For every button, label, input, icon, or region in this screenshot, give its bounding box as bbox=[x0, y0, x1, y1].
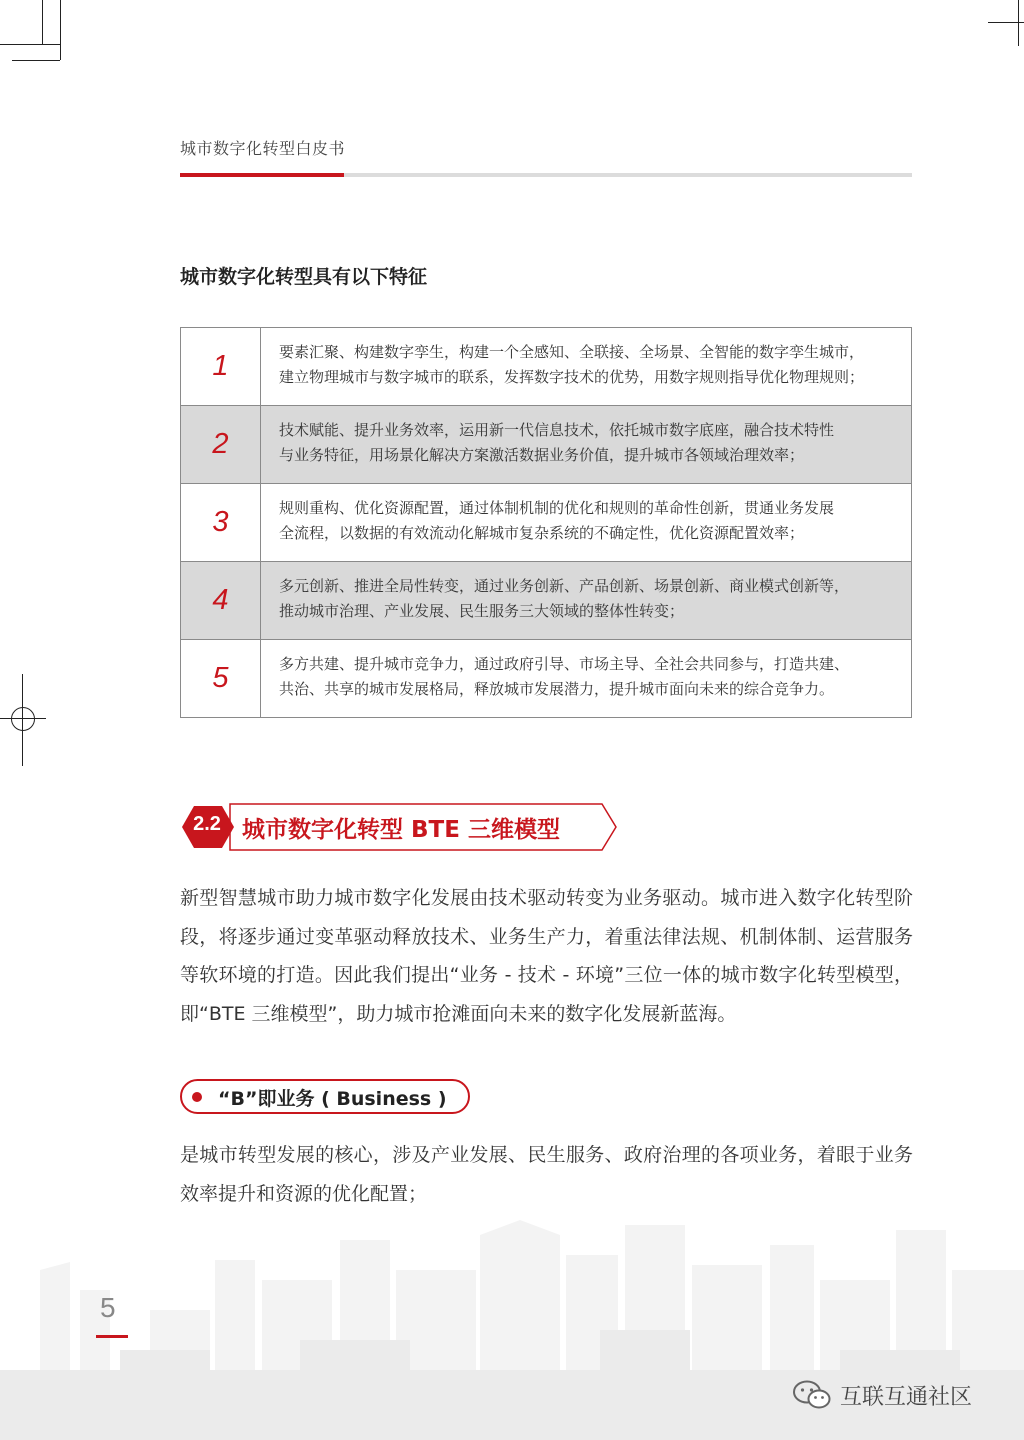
section-header bbox=[180, 803, 620, 851]
business-paragraph: 是城市转型发展的核心，涉及产业发展、民生服务、政府治理的各项业务，着眼于业务效率提升和资源的优化配置； bbox=[180, 1144, 913, 1205]
feature-row bbox=[181, 328, 911, 405]
crop-mark bbox=[12, 60, 60, 61]
section-number: 2.2 bbox=[193, 813, 221, 835]
watermark bbox=[792, 1378, 972, 1412]
section-paragraph: 新型智慧城市助力城市数字化发展由技术驱动转变为业务驱动。城市进入数字化转型阶段，将逐步通过变革驱动释放技术、业务生产力，着重法律法规、机制体制、运营服务等软环境的打造。因此我们提出“业务 - 技术 - 环境”三位一体的城市数字化转型模型，即“BTE 三维模型”，助力城市抢滩面向未来的数字化发展新蓝海。 bbox=[180, 887, 913, 1025]
feature-text: 多方共建、提升城市竞争力，通过政府引导、市场主导、全社会共同参与，打造共建、 共治、共享的城市发展格局，释放城市发展潜力，提升城市面向未来的综合竞争力。 bbox=[279, 655, 850, 698]
features-heading: 城市数字化转型具有以下特征 bbox=[180, 266, 428, 288]
watermark-text: 互联互通社区 bbox=[840, 1384, 973, 1410]
features-table bbox=[180, 327, 912, 718]
feature-number: 4 bbox=[181, 562, 261, 639]
business-label: “B”即业务 ( Business ) bbox=[218, 1088, 447, 1110]
registration-circle bbox=[11, 707, 35, 731]
crop-mark bbox=[0, 44, 60, 45]
crop-mark bbox=[42, 0, 43, 44]
feature-number: 1 bbox=[181, 328, 261, 405]
feature-row bbox=[181, 639, 911, 717]
bullet-dot-icon bbox=[192, 1092, 202, 1102]
feature-row bbox=[181, 405, 911, 483]
feature-row bbox=[181, 483, 911, 561]
document-title: 城市数字化转型白皮书 bbox=[180, 139, 346, 158]
feature-text: 要素汇聚、构建数字孪生，构建一个全感知、全联接、全场景、全智能的数字孪生城市， 建立物理城市与数字城市的联系，发挥数字技术的优势，用数字规则指导优化物理规则； bbox=[279, 343, 865, 386]
business-label-pill bbox=[180, 1079, 470, 1114]
page-number: 5 bbox=[100, 1292, 116, 1323]
feature-row bbox=[181, 561, 911, 639]
feature-text: 技术赋能、提升业务效率，运用新一代信息技术，依托城市数字底座，融合技术特性 与业务特征，用场景化解决方案激活数据业务价值，提升城市各领域治理效率； bbox=[279, 421, 835, 464]
wechat-icon bbox=[792, 1379, 832, 1411]
feature-number: 3 bbox=[181, 484, 261, 561]
header-rule-accent bbox=[180, 173, 344, 177]
feature-number: 5 bbox=[181, 640, 261, 717]
feature-number: 2 bbox=[181, 406, 261, 483]
feature-text: 多元创新、推进全局性转变，通过业务创新、产品创新、场景创新、商业模式创新等， 推动城市治理、产业发展、民生服务三大领域的整体性转变； bbox=[279, 577, 850, 620]
crop-mark bbox=[60, 0, 61, 60]
feature-text: 规则重构、优化资源配置，通过体制机制的优化和规则的革命性创新，贯通业务发展 全流程，以数据的有效流动化解城市复杂系统的不确定性，优化资源配置效率； bbox=[279, 499, 835, 542]
crop-mark bbox=[1018, 0, 1019, 46]
page-number-rule bbox=[96, 1335, 128, 1338]
section-title: 城市数字化转型 BTE 三维模型 bbox=[242, 817, 560, 843]
